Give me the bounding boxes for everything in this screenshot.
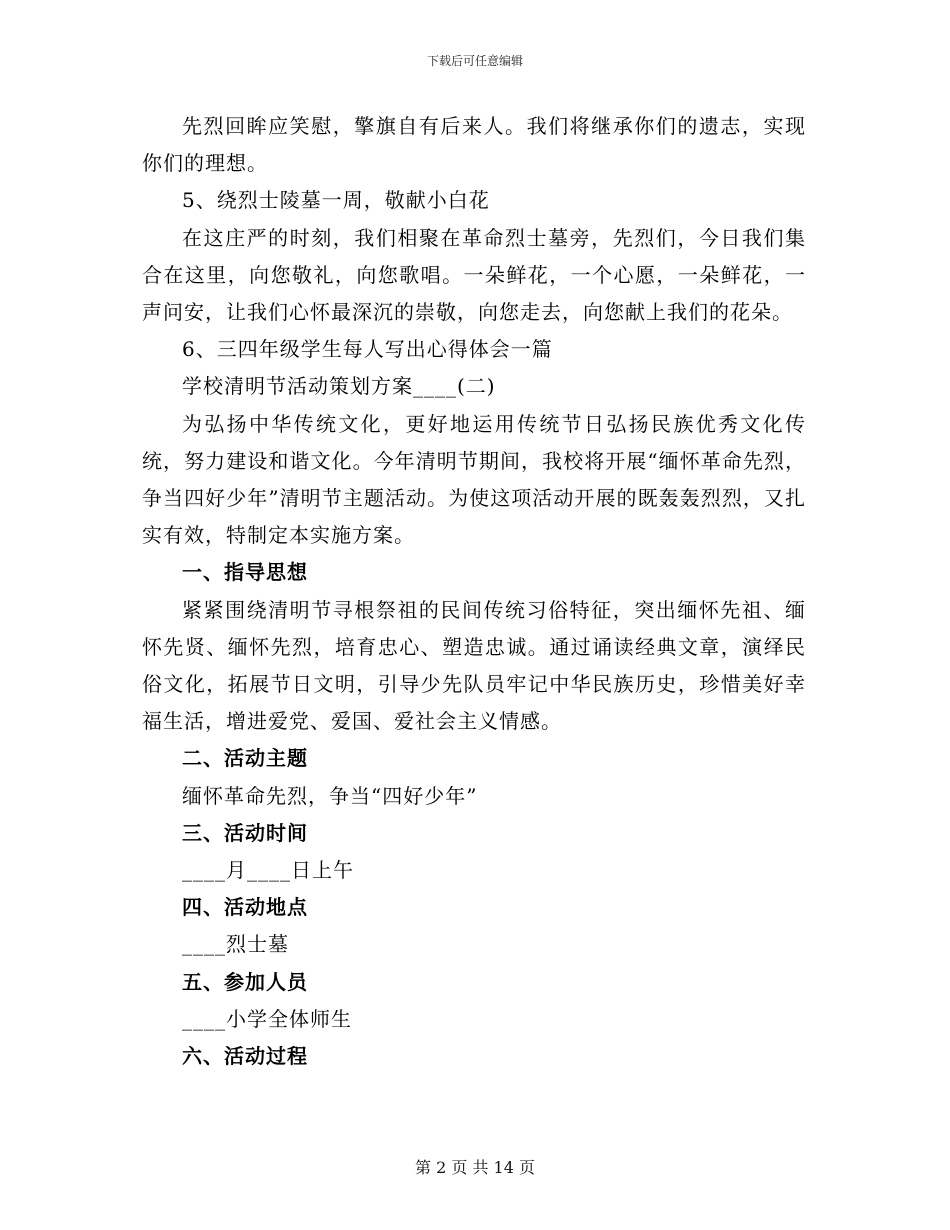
paragraph-solemn-moment: 在这庄严的时刻，我们相聚在革命烈士墓旁，先烈们，今日我们集合在这里，向您敬礼，向您歌唱。一朵鲜花，一个心愿，一朵鲜花，一声问安，让我们心怀最深沉的崇敬，向您走去，向您献上我们的花朵。 — [142, 225, 806, 325]
section-guiding-ideology: 一、指导思想 — [182, 560, 308, 585]
section-activity-time: 三、活动时间 — [182, 820, 308, 845]
item-6-reflections: 6、三四年级学生每人写出心得体会一篇 — [182, 337, 553, 362]
paragraph-tribute: 先烈回眸应笑慰，擎旗自有后来人。我们将继承你们的遗志，实现你们的理想。 — [142, 114, 806, 176]
participants-text: ____小学全体师生 — [182, 1006, 352, 1031]
section-activity-location: 四、活动地点 — [182, 895, 308, 920]
paragraph-guiding-ideology: 紧紧围绕清明节寻根祭祖的民间传统习俗特征，突出缅怀先祖、缅怀先贤、缅怀先烈，培育忠心、塑造忠诚。通过诵读经典文章，演绎民俗文化，拓展节日文明，引导少先队员牢记中华民族历史，珍惜美好幸福生活，增进爱党、爱国、爱社会主义情感。 — [142, 597, 806, 734]
plan-title-two: 学校清明节活动策划方案____(二) — [182, 374, 496, 399]
paragraph-introduction: 为弘扬中华传统文化，更好地运用传统节日弘扬民族优秀文化传统，努力建设和谐文化。今年清明节期间，我校将开展“缅怀革命先烈，争当四好少年”清明节主题活动。为使这项活动开展的既轰轰烈烈，又扎实有效，特制定本实施方案。 — [142, 411, 806, 548]
section-activity-process: 六、活动过程 — [182, 1044, 308, 1069]
activity-theme-text: 缅怀革命先烈，争当“四好少年” — [182, 783, 478, 808]
section-activity-theme: 二、活动主题 — [182, 746, 308, 771]
page-header: 下载后可任意编辑 — [426, 54, 523, 68]
page-footer: 第 2 页 共 14 页 — [415, 1158, 535, 1177]
document-body — [142, 108, 806, 1075]
activity-time-text: ____月____日上午 — [182, 858, 354, 883]
activity-location-text: ____烈士墓 — [182, 932, 289, 957]
section-participants: 五、参加人员 — [182, 969, 308, 994]
item-5-white-flowers: 5、绕烈士陵墓一周，敬献小白花 — [182, 188, 490, 213]
